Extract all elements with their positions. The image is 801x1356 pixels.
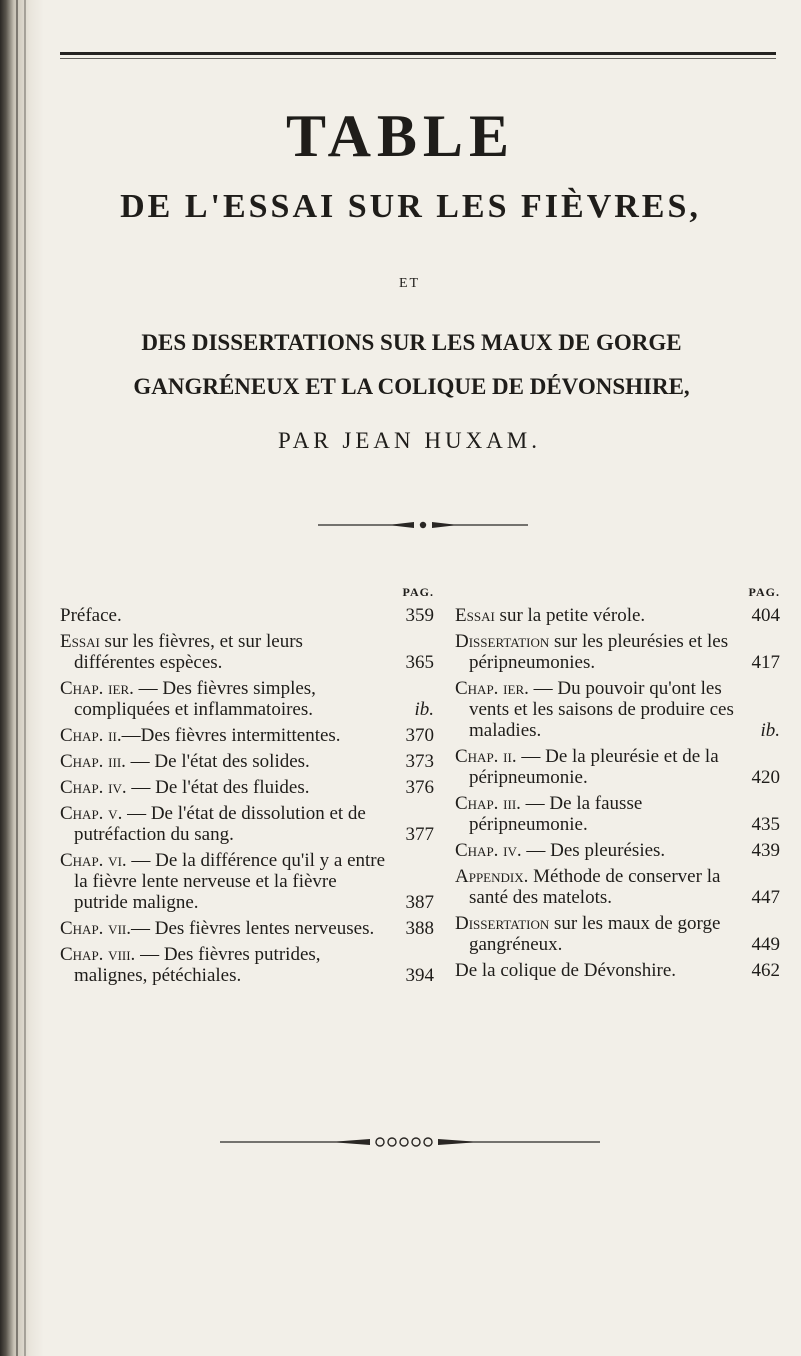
toc-entry-text bbox=[60, 605, 388, 626]
toc-entry-title: — Des fièvres lentes nerveuses. bbox=[130, 918, 375, 939]
toc-entry-page: 462 bbox=[751, 960, 780, 981]
toc-entries-left bbox=[60, 605, 434, 986]
toc-entry-lead: Chap. ier. bbox=[455, 678, 529, 699]
toc-entry bbox=[60, 751, 434, 772]
toc-entry-page: 404 bbox=[751, 605, 780, 626]
toc-entry bbox=[455, 840, 780, 861]
toc-entry bbox=[455, 913, 780, 955]
toc-entry-title: — De la fausse péripneumonie. bbox=[469, 793, 643, 835]
toc-entry-lead: Chap. vii. bbox=[60, 918, 131, 939]
toc-entry-title: sur les pleurésies et les péripneumonies. bbox=[469, 631, 729, 673]
toc-entry-page: 420 bbox=[751, 767, 780, 788]
toc-column-right bbox=[455, 585, 780, 986]
toc-entry-lead: Chap. ii. bbox=[455, 746, 517, 767]
page-subtitle: DE L'ESSAI SUR LES FIÈVRES, bbox=[120, 188, 701, 225]
toc-entry-page: 387 bbox=[405, 892, 434, 913]
toc-entry-lead: Chap. v. bbox=[60, 803, 123, 824]
toc-entry-title: De la colique de Dévonshire. bbox=[455, 960, 677, 981]
toc-entry bbox=[60, 678, 434, 720]
toc-entry-text bbox=[60, 918, 388, 939]
toc-entry-text bbox=[60, 631, 388, 673]
toc-entry-page: 394 bbox=[405, 965, 434, 986]
toc-entry bbox=[60, 725, 434, 746]
top-rule bbox=[60, 52, 776, 55]
toc-entry-page: 388 bbox=[405, 918, 434, 939]
toc-entry-text bbox=[455, 960, 734, 981]
toc-entry-title: sur les fièvres, et sur leurs différentes espèces. bbox=[74, 631, 303, 673]
toc-entry-page: 417 bbox=[751, 652, 780, 673]
toc-entry-lead: Chap. iii. bbox=[60, 751, 126, 772]
toc-entry-text bbox=[455, 631, 734, 673]
toc-entry-lead: Essai bbox=[455, 605, 495, 626]
toc-entry-page: 439 bbox=[751, 840, 780, 861]
toc-entry-text bbox=[60, 777, 388, 798]
toc-entry-lead: Appendix. bbox=[455, 866, 529, 887]
toc-entry-title: — De la pleurésie et de la péripneumonie. bbox=[469, 746, 719, 788]
toc-entry bbox=[60, 918, 434, 939]
pag-label: PAG. bbox=[748, 585, 780, 599]
toc-entry-page: 370 bbox=[405, 725, 434, 746]
toc-entry bbox=[60, 944, 434, 986]
toc-entry bbox=[455, 960, 780, 981]
toc-entry-lead: Essai bbox=[60, 631, 100, 652]
toc-entry bbox=[60, 631, 434, 673]
toc-entry-lead: Chap. ii. bbox=[60, 725, 122, 746]
toc-entry-title: —Des fièvres intermittentes. bbox=[121, 725, 341, 746]
page-title: TABLE bbox=[286, 103, 515, 169]
toc-entry bbox=[455, 866, 780, 908]
toc-entry-text bbox=[60, 803, 388, 845]
toc-entry-text bbox=[455, 605, 734, 626]
toc-entry-title: — Des fièvres putrides, malignes, pétéchiales. bbox=[74, 944, 321, 986]
toc-entry-title: Préface. bbox=[60, 605, 122, 626]
toc-entry-lead: Chap. viii. bbox=[60, 944, 136, 965]
top-rule-thin bbox=[60, 58, 776, 59]
toc-column-left bbox=[60, 585, 434, 991]
toc-entry-title: — Des pleurésies. bbox=[521, 840, 666, 861]
toc-entry-title: Méthode de conserver la santé des matelots. bbox=[469, 866, 721, 908]
toc-entry bbox=[60, 777, 434, 798]
toc-entry-page: 376 bbox=[405, 777, 434, 798]
subtitle-line-gangreneux: GANGRÉNEUX ET LA COLIQUE DE DÉVONSHIRE, bbox=[133, 374, 690, 399]
toc-entry bbox=[455, 605, 780, 626]
toc-entry-title: — De l'état des fluides. bbox=[126, 777, 310, 798]
toc-entry-text bbox=[455, 678, 734, 741]
toc-entry-page: 435 bbox=[751, 814, 780, 835]
toc-entry bbox=[60, 803, 434, 845]
toc-entry-page: ib. bbox=[414, 699, 434, 720]
toc-entry-text bbox=[455, 913, 734, 955]
bottom-ornament bbox=[220, 1136, 600, 1148]
author-line: PAR JEAN HUXAM. bbox=[278, 428, 541, 453]
toc-entry bbox=[455, 746, 780, 788]
toc-entry bbox=[455, 631, 780, 673]
toc-entry bbox=[60, 850, 434, 913]
toc-entry-title: — Des fièvres simples, compliquées et inflammatoires. bbox=[74, 678, 316, 720]
toc-entry-title: — Du pouvoir qu'ont les vents et les saisons de produire ces maladies. bbox=[469, 678, 734, 741]
toc-entry-lead: Chap. iv. bbox=[60, 777, 127, 798]
toc-entry-lead: Dissertation bbox=[455, 913, 550, 934]
toc-entry-lead: Chap. iv. bbox=[455, 840, 522, 861]
toc-entry bbox=[455, 793, 780, 835]
toc-entry-lead: Chap. ier. bbox=[60, 678, 134, 699]
toc-entry-text bbox=[60, 751, 388, 772]
subtitle-line-dissertations: DES DISSERTATIONS SUR LES MAUX DE GORGE bbox=[141, 330, 682, 355]
toc-entry-text bbox=[455, 793, 734, 835]
ornament-divider bbox=[318, 520, 528, 530]
toc-entry-page: 447 bbox=[751, 887, 780, 908]
toc-entry-text bbox=[455, 866, 734, 908]
toc-entry-title: sur la petite vérole. bbox=[494, 605, 646, 626]
toc-entry-lead: Dissertation bbox=[455, 631, 550, 652]
toc-entry-lead: Chap. vi. bbox=[60, 850, 127, 871]
toc-entry-text bbox=[60, 678, 388, 720]
toc-entry-text bbox=[60, 850, 388, 913]
toc-entry-title: — De l'état des solides. bbox=[125, 751, 310, 772]
toc-entry-page: 365 bbox=[405, 652, 434, 673]
pag-label: PAG. bbox=[402, 585, 434, 599]
toc-entry-title: sur les maux de gorge gangréneux. bbox=[469, 913, 721, 955]
toc-entry-title: — De la différence qu'il y a entre la fièvre lente nerveuse et la fièvre putride maligne. bbox=[74, 850, 386, 913]
toc-entry-lead: Chap. iii. bbox=[455, 793, 521, 814]
toc-entry-page: 377 bbox=[405, 824, 434, 845]
toc-entry bbox=[455, 678, 780, 741]
toc-entry bbox=[60, 605, 434, 626]
toc-entry-page: ib. bbox=[760, 720, 780, 741]
toc-entry-title: — De l'état de dissolution et de putréfaction du sang. bbox=[74, 803, 366, 845]
toc-entry-text bbox=[60, 725, 388, 746]
toc-entry-page: 449 bbox=[751, 934, 780, 955]
conjunction: ET bbox=[398, 276, 421, 291]
toc-entry-page: 359 bbox=[405, 605, 434, 626]
toc-entry-page: 373 bbox=[405, 751, 434, 772]
toc-entry-text bbox=[455, 746, 734, 788]
toc-entry-text bbox=[60, 944, 388, 986]
toc-entry-text bbox=[455, 840, 734, 861]
toc-entries-right bbox=[455, 605, 780, 981]
